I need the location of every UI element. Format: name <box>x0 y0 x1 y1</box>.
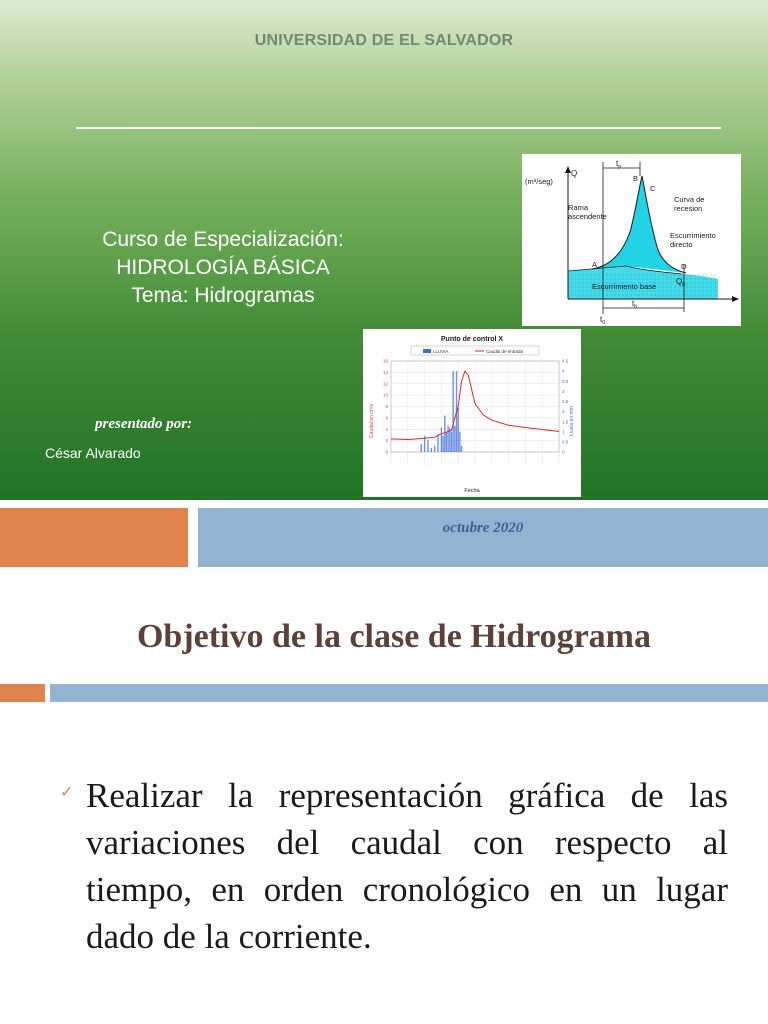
point-c: C <box>650 184 656 193</box>
recession-label: Curva de recesion <box>674 195 705 213</box>
y2-tick-label: 1 <box>562 429 565 435</box>
y-tick-label: 16 <box>382 358 388 364</box>
author-name: César Alvarado <box>45 445 141 461</box>
point-b: B <box>633 174 639 183</box>
y-tick-label: 2 <box>385 438 388 444</box>
y2-tick-label: 0 <box>562 449 565 455</box>
y2-tick-label: 3.5 <box>562 378 569 384</box>
rain-bar <box>454 426 455 452</box>
control-point-chart <box>363 329 581 497</box>
course-title-block <box>68 226 378 310</box>
y-tick-label: 4 <box>385 426 388 432</box>
title-band-blue <box>50 684 768 702</box>
direct-runoff-label: Escurrimiento directo <box>670 231 716 249</box>
x-axis-label: Fecha <box>464 488 480 494</box>
legend-flow: Caudal de entrada <box>486 349 524 354</box>
y2-tick-label: 2 <box>562 409 565 415</box>
slide-title: Objetivo de la clase de Hidrograma <box>136 618 652 655</box>
presented-by-label: presentado por: <box>95 416 193 432</box>
base-flow-label: Escurrimiento base <box>592 282 657 291</box>
y-tick-label: 6 <box>385 415 388 421</box>
rain-bar <box>451 432 452 452</box>
course-line-2: HIDROLOGÍA BÁSICA <box>116 256 330 279</box>
chart-title: Punto de control X <box>440 336 504 343</box>
rain-bar <box>444 416 445 452</box>
title-accent-orange <box>0 684 45 702</box>
course-line-3: Tema: Hidrogramas <box>131 284 315 307</box>
checkmark-bullet-icon: ✓ <box>60 782 74 801</box>
rain-bar <box>441 428 442 452</box>
course-line-1: Curso de Especialización: <box>102 228 344 251</box>
rain-bar <box>427 440 428 452</box>
rain-bar <box>434 446 435 452</box>
header-divider <box>76 127 721 129</box>
rain-bar <box>461 446 462 452</box>
y-tick-label: 8 <box>385 404 388 410</box>
legend-rain: LLUVIA <box>433 349 449 354</box>
y-tick-label: 0 <box>385 449 388 455</box>
hydrograph-diagram <box>522 154 741 326</box>
q-label: Q <box>571 169 578 178</box>
university-name: UNIVERSIDAD DE EL SALVADOR <box>254 32 514 49</box>
y2-axis-label: Lluvia en mm <box>569 406 575 436</box>
y2-tick-label: 0.5 <box>562 439 569 445</box>
t0-label: $t_0$ <box>600 315 606 326</box>
y-tick-label: 12 <box>382 381 388 387</box>
chart-legend <box>411 346 539 355</box>
y2-tick-label: 3 <box>562 388 565 394</box>
units-label: (m³/seg) <box>525 177 553 186</box>
rain-bar <box>431 448 432 452</box>
y2-tick-label: 1.5 <box>562 419 569 425</box>
rain-bar <box>452 371 453 452</box>
y2-tick-label: 4.5 <box>562 358 569 364</box>
rain-bar <box>442 436 443 452</box>
rain-bar <box>447 426 448 452</box>
y2-tick-label: 2.5 <box>562 399 569 405</box>
y-axis-label: Caudal en m³/s <box>369 404 375 438</box>
qb-label: $Q_b$ <box>676 277 686 288</box>
rain-bar <box>458 408 459 452</box>
rain-bar <box>446 432 447 452</box>
tp-label: $t_p$ <box>616 159 622 170</box>
presentation-date: octubre 2020 <box>442 520 524 536</box>
rain-bar <box>459 432 460 452</box>
footer-accent-orange <box>0 508 188 567</box>
point-a: A <box>592 260 598 269</box>
rain-bar <box>421 444 422 452</box>
objective-text: Realizar la representación gráfica de las variaciones del caudal con respecto al tiempo, en orden cronológico en un lugar dado de la corriente. <box>86 776 728 956</box>
y-tick-label: 14 <box>382 369 388 375</box>
rain-bar <box>437 434 438 452</box>
y2-tick-label: 4 <box>562 368 565 374</box>
rising-limb-label: Rama ascendente <box>568 203 607 221</box>
footer-band-blue <box>198 508 768 567</box>
tb-label: $t_b$ <box>632 299 638 310</box>
point-d: D <box>681 262 687 271</box>
y-tick-label: 10 <box>382 392 388 398</box>
